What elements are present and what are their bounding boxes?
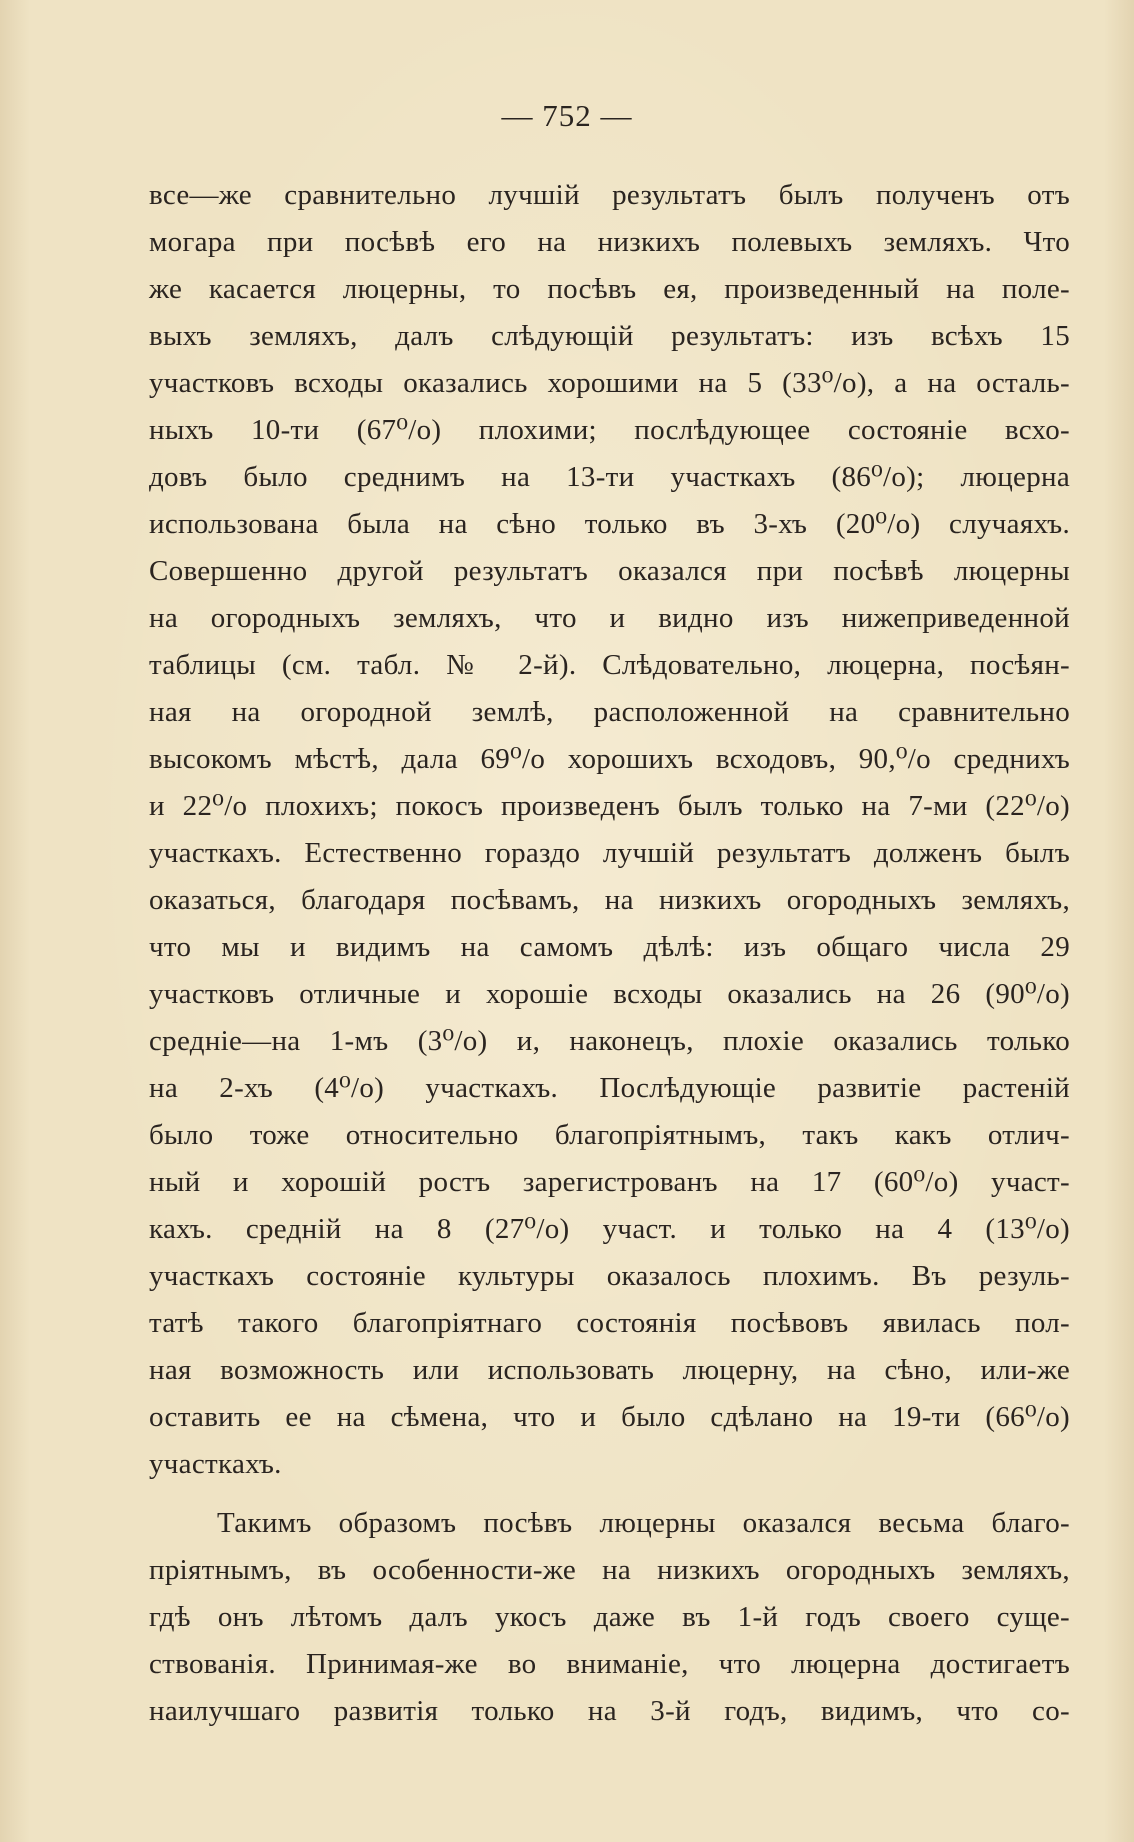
text-line: ная возможность или использовать люцерну, на сѣно, или-же	[149, 1354, 1070, 1386]
text-line: выхъ земляхъ, далъ слѣдующій результатъ: изъ всѣхъ 15	[149, 320, 1070, 352]
text-line: гдѣ онъ лѣтомъ далъ укосъ даже въ 1-й годъ своего суще-	[149, 1601, 1070, 1633]
text-line: участкахъ состояніе культуры оказалось плохимъ. Въ резуль-	[149, 1260, 1070, 1292]
text-line: участкахъ. Естественно гораздо лучшій результатъ долженъ былъ	[149, 837, 1070, 869]
text-line: наилучшаго развитія только на 3-й годъ, видимъ, что со-	[149, 1695, 1070, 1727]
text-line: Такимъ образомъ посѣвъ люцерны оказался весьма благо-	[217, 1507, 1070, 1539]
paragraph-gap	[149, 1488, 1070, 1500]
text-line: было тоже относительно благопріятнымъ, такъ какъ отлич-	[149, 1119, 1070, 1151]
text-line: средніе—на 1-мъ (3⁰/о) и, наконецъ, плохіе оказались только	[149, 1025, 1070, 1057]
text-line: ствованія. Принимая-же во вниманіе, что люцерна достигаетъ	[149, 1648, 1070, 1680]
text-line: татѣ такого благопріятнаго состоянія посѣвовъ явилась пол-	[149, 1307, 1070, 1339]
text-line: же касается люцерны, то посѣвъ ея, произведенный на поле-	[149, 273, 1070, 305]
text-line: все—же сравнительно лучшій результатъ былъ полученъ отъ	[149, 179, 1070, 211]
text-line: ный и хорошій ростъ зарегистрованъ на 17 (60⁰/о) участ-	[149, 1166, 1070, 1198]
text-line: ныхъ 10-ти (67⁰/о) плохими; послѣдующее состояніе всхо-	[149, 414, 1070, 446]
text-line: на огородныхъ земляхъ, что и видно изъ нижеприведенной	[149, 602, 1070, 634]
paragraph	[149, 1500, 1070, 1735]
text-line: высокомъ мѣстѣ, дала 69⁰/о хорошихъ всходовъ, 90,⁰/о среднихъ	[149, 743, 1070, 775]
text-line: Совершенно другой результатъ оказался при посѣвѣ люцерны	[149, 555, 1070, 587]
text-line: оказаться, благодаря посѣвамъ, на низкихъ огородныхъ земляхъ,	[149, 884, 1070, 916]
text-line: на 2-хъ (4⁰/о) участкахъ. Послѣдующіе развитіе растеній	[149, 1072, 1070, 1104]
text-line: таблицы (см. табл. № 2-й). Слѣдовательно, люцерна, посѣян-	[149, 649, 1070, 681]
text-line: участкахъ.	[149, 1448, 282, 1480]
text-line: оставить ее на сѣмена, что и было сдѣлано на 19-ти (66⁰/о)	[149, 1401, 1070, 1433]
text-line: участковъ всходы оказались хорошими на 5 (33⁰/о), а на осталь-	[149, 367, 1070, 399]
text-line: довъ было среднимъ на 13-ти участкахъ (86⁰/о); люцерна	[149, 461, 1070, 493]
paragraph	[149, 172, 1070, 1488]
text-line: и 22⁰/о плохихъ; покосъ произведенъ былъ только на 7-ми (22⁰/о)	[149, 790, 1070, 822]
text-line: использована была на сѣно только въ 3-хъ (20⁰/о) случаяхъ.	[149, 508, 1070, 540]
text-line: могара при посѣвѣ его на низкихъ полевыхъ земляхъ. Что	[149, 226, 1070, 258]
text-line: пріятнымъ, въ особенности-же на низкихъ огородныхъ земляхъ,	[149, 1554, 1070, 1586]
text-line: ная на огородной землѣ, расположенной на сравнительно	[149, 696, 1070, 728]
text-line: участковъ отличные и хорошіе всходы оказались на 26 (90⁰/о)	[149, 978, 1070, 1010]
text-line: что мы и видимъ на самомъ дѣлѣ: изъ общаго числа 29	[149, 931, 1070, 963]
text-line: кахъ. средній на 8 (27⁰/о) участ. и только на 4 (13⁰/о)	[149, 1213, 1070, 1245]
body-text	[149, 172, 1070, 1735]
page-number: — 752 —	[501, 98, 633, 133]
